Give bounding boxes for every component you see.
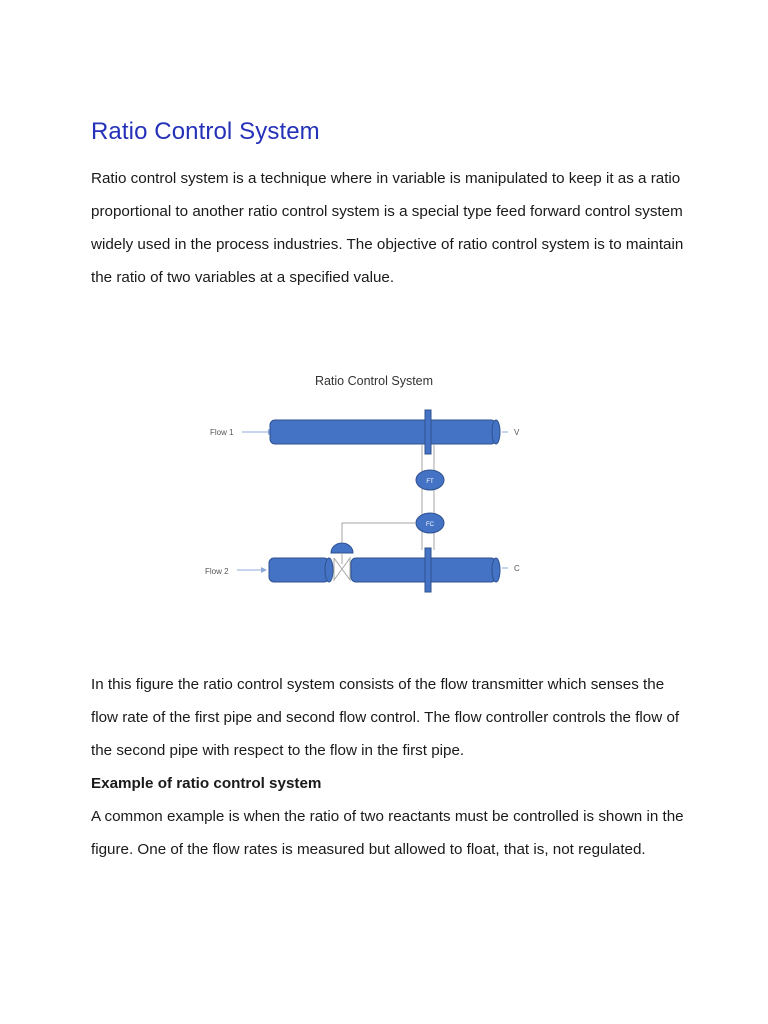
explanation-paragraph: In this figure the ratio control system consists of the flow transmitter which senses the flow rate of the first pipe and second flow control. The flow controller controls the flow of the second pipe with respect to the flow in the first pipe. — [91, 676, 680, 759]
flow2-orifice-plate — [425, 548, 431, 592]
flow2-outlet-pipe — [351, 558, 496, 582]
output1-label: V — [514, 428, 520, 437]
flow1-orifice-plate — [425, 410, 431, 454]
example-paragraph: A common example is when the ratio of two reactants must be controlled is shown in the figure. One of the flow rates is measured but allowed to float, that is, not regulated. — [91, 808, 684, 858]
page-title: Ratio Control System — [91, 118, 320, 145]
flow2-inlet-pipe-end — [325, 558, 333, 582]
diagram-title: Ratio Control System — [314, 374, 434, 388]
control-valve-actuator — [331, 543, 353, 553]
flow1-pipe — [270, 420, 496, 444]
intro-paragraph: Ratio control system is a technique where in variable is manipulated to keep it as a ratio proportional to another ratio control system is a special type feed forward control system widely used in the process industries. The objective of ratio control system is to maintain the ratio of two variables at a specified value. — [91, 170, 684, 286]
flow1-label: Flow 1 — [210, 428, 234, 437]
valve-signal-line — [342, 523, 416, 542]
flow2-label: Flow 2 — [205, 567, 229, 576]
flow2-outlet-pipe-end — [492, 558, 500, 582]
flow-transmitter-label: FT — [426, 479, 434, 485]
flow2-arrowhead — [261, 567, 267, 573]
example-subheading: Example of ratio control system — [91, 775, 322, 792]
output2-label: C — [514, 564, 520, 573]
flow1-pipe-end — [492, 420, 500, 444]
flow2-inlet-pipe — [269, 558, 329, 582]
flow-controller-label: FC — [426, 522, 434, 528]
ratio-control-diagram — [190, 360, 550, 600]
